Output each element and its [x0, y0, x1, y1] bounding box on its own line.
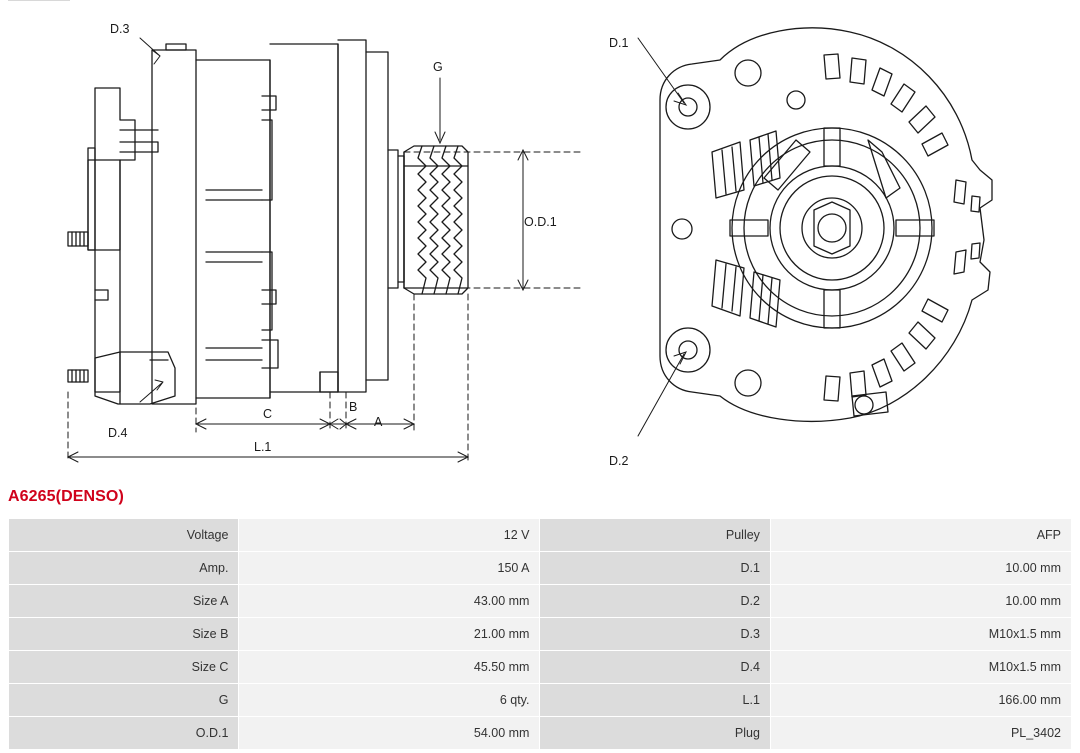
spec-value-od1: 54.00 mm — [239, 717, 540, 750]
spec-value-amp: 150 A — [239, 552, 540, 585]
label-l1: L.1 — [254, 440, 272, 454]
table-row — [9, 684, 1072, 717]
spec-label-plug: Plug — [540, 717, 770, 750]
spec-label-od1: O.D.1 — [9, 717, 239, 750]
spec-label-voltage: Voltage — [9, 519, 239, 552]
table-row — [9, 651, 1072, 684]
label-d4: D.4 — [108, 426, 128, 440]
table-row — [9, 717, 1072, 750]
spec-label-size-a: Size A — [9, 585, 239, 618]
spec-value-size-b: 21.00 mm — [239, 618, 540, 651]
table-row — [9, 585, 1072, 618]
label-d1: D.1 — [609, 36, 629, 50]
spec-label-d4: D.4 — [540, 651, 770, 684]
label-g: G — [433, 60, 443, 74]
label-a: A — [374, 415, 383, 429]
spec-label-g: G — [9, 684, 239, 717]
spec-label-d1: D.1 — [540, 552, 770, 585]
spec-value-l1: 166.00 mm — [770, 684, 1071, 717]
spec-value-d2: 10.00 mm — [770, 585, 1071, 618]
spec-value-size-a: 43.00 mm — [239, 585, 540, 618]
spec-value-size-c: 45.50 mm — [239, 651, 540, 684]
spec-label-d3: D.3 — [540, 618, 770, 651]
spec-value-g: 6 qty. — [239, 684, 540, 717]
alternator-front-view — [600, 0, 1030, 478]
spec-label-l1: L.1 — [540, 684, 770, 717]
table-row — [9, 618, 1072, 651]
spec-value-plug: PL_3402 — [770, 717, 1071, 750]
spec-label-pulley: Pulley — [540, 519, 770, 552]
label-d2: D.2 — [609, 454, 629, 468]
spec-value-voltage: 12 V — [239, 519, 540, 552]
spec-value-pulley: AFP — [770, 519, 1071, 552]
table-row — [9, 519, 1072, 552]
spec-label-size-c: Size C — [9, 651, 239, 684]
spec-value-d1: 10.00 mm — [770, 552, 1071, 585]
spec-label-d2: D.2 — [540, 585, 770, 618]
part-title: A6265(DENSO) — [8, 488, 124, 505]
spec-value-d3: M10x1.5 mm — [770, 618, 1071, 651]
specifications-table — [8, 518, 1072, 750]
spec-label-size-b: Size B — [9, 618, 239, 651]
label-b: B — [349, 400, 358, 414]
table-row — [9, 552, 1072, 585]
spec-value-d4: M10x1.5 mm — [770, 651, 1071, 684]
spec-label-amp: Amp. — [9, 552, 239, 585]
label-d3: D.3 — [110, 22, 130, 36]
alternator-side-view — [0, 0, 600, 478]
label-c: C — [263, 407, 273, 421]
label-od1: O.D.1 — [524, 215, 557, 229]
